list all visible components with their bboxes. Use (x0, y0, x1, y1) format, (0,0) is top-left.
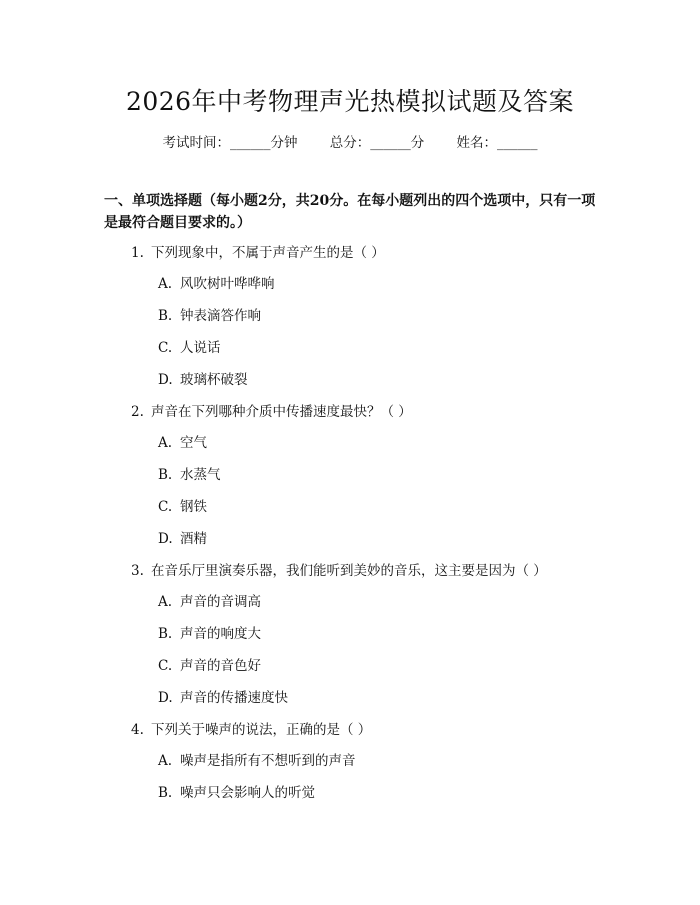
option-letter: A. (158, 435, 173, 451)
option-text: 声音的音调高 (180, 594, 261, 610)
option-text: 风吹树叶哗哗响 (180, 276, 275, 292)
option-item (158, 593, 261, 611)
option-item (158, 339, 221, 357)
question-text: 下列关于噪声的说法，正确的是（ ） (151, 722, 372, 738)
option-letter: C. (158, 499, 173, 515)
question-text: 在音乐厅里演奏乐器，我们能听到美妙的音乐，这主要是因为（ ） (151, 563, 547, 579)
option-item (158, 530, 207, 548)
option-item (158, 498, 207, 516)
question-text: 声音在下列哪种介质中传播速度最快？（ ） (151, 404, 412, 420)
option-letter: D. (158, 531, 173, 547)
option-item (158, 625, 261, 643)
option-item (158, 784, 315, 802)
option-letter: D. (158, 372, 173, 388)
question-number: 1. (131, 245, 144, 261)
option-letter: A. (158, 594, 173, 610)
page-title: 2026年中考物理声光热模拟试题及答案 (125, 87, 575, 116)
option-text: 钟表滴答作响 (180, 308, 261, 324)
option-text: 声音的音色好 (180, 658, 261, 674)
option-item (158, 466, 221, 484)
option-item (158, 434, 207, 452)
exam-time: 考试时间：______分钟 (162, 135, 298, 151)
option-text: 空气 (180, 435, 207, 451)
option-item (158, 657, 261, 675)
option-item (158, 371, 248, 389)
option-item (158, 752, 356, 770)
question-stem (131, 403, 412, 421)
option-text: 钢铁 (180, 499, 207, 515)
section-heading: 一、单项选择题（每小题2分，共20分。在每小题列出的四个选项中，只有一项是最符合题目要求的。） (104, 193, 596, 231)
option-letter: A. (158, 276, 173, 292)
option-letter: A. (158, 753, 173, 769)
question-number: 2. (131, 404, 144, 420)
question-number: 4. (131, 722, 144, 738)
option-letter: D. (158, 690, 173, 706)
option-letter: B. (158, 308, 173, 324)
student-name: 姓名：______ (456, 135, 538, 151)
question-stem (131, 721, 371, 739)
option-letter: B. (158, 785, 173, 801)
question-number: 3. (131, 563, 144, 579)
option-text: 水蒸气 (180, 467, 221, 483)
option-letter: B. (158, 467, 173, 483)
option-text: 玻璃杯破裂 (180, 372, 248, 388)
option-letter: C. (158, 340, 173, 356)
option-text: 声音的响度大 (180, 626, 261, 642)
question-text: 下列现象中，不属于声音产生的是（ ） (151, 245, 385, 261)
option-text: 人说话 (180, 340, 221, 356)
option-item (158, 275, 275, 293)
exam-total-score: 总分：______分 (329, 135, 425, 151)
option-letter: C. (158, 658, 173, 674)
option-text: 酒精 (180, 531, 207, 547)
option-letter: B. (158, 626, 173, 642)
option-item (158, 689, 288, 707)
option-text: 声音的传播速度快 (180, 690, 288, 706)
option-text: 噪声是指所有不想听到的声音 (180, 753, 356, 769)
exam-info (0, 131, 700, 151)
question-stem (131, 244, 385, 262)
option-text: 噪声只会影响人的听觉 (180, 785, 315, 801)
option-item (158, 307, 261, 325)
question-stem (131, 562, 547, 580)
